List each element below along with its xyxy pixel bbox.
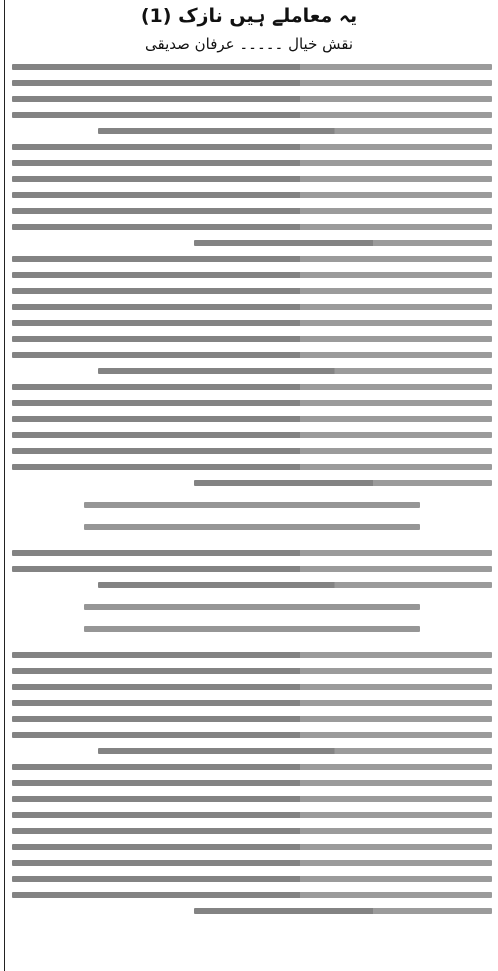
paragraph (12, 384, 492, 486)
column-rule (4, 0, 5, 971)
poetry-verse (12, 598, 492, 642)
article-byline: نقش خیال ۔۔۔۔۔ عرفان صدیقی (144, 35, 354, 53)
paragraph (12, 652, 492, 754)
paragraph (12, 256, 492, 374)
paragraph (12, 550, 492, 588)
article-body (12, 64, 492, 967)
paragraph (12, 144, 492, 246)
article-title: یہ معاملے ہیں نازک (1) (140, 5, 358, 27)
paragraph (12, 764, 492, 914)
paragraph (12, 64, 492, 134)
poetry-verse (12, 496, 492, 540)
